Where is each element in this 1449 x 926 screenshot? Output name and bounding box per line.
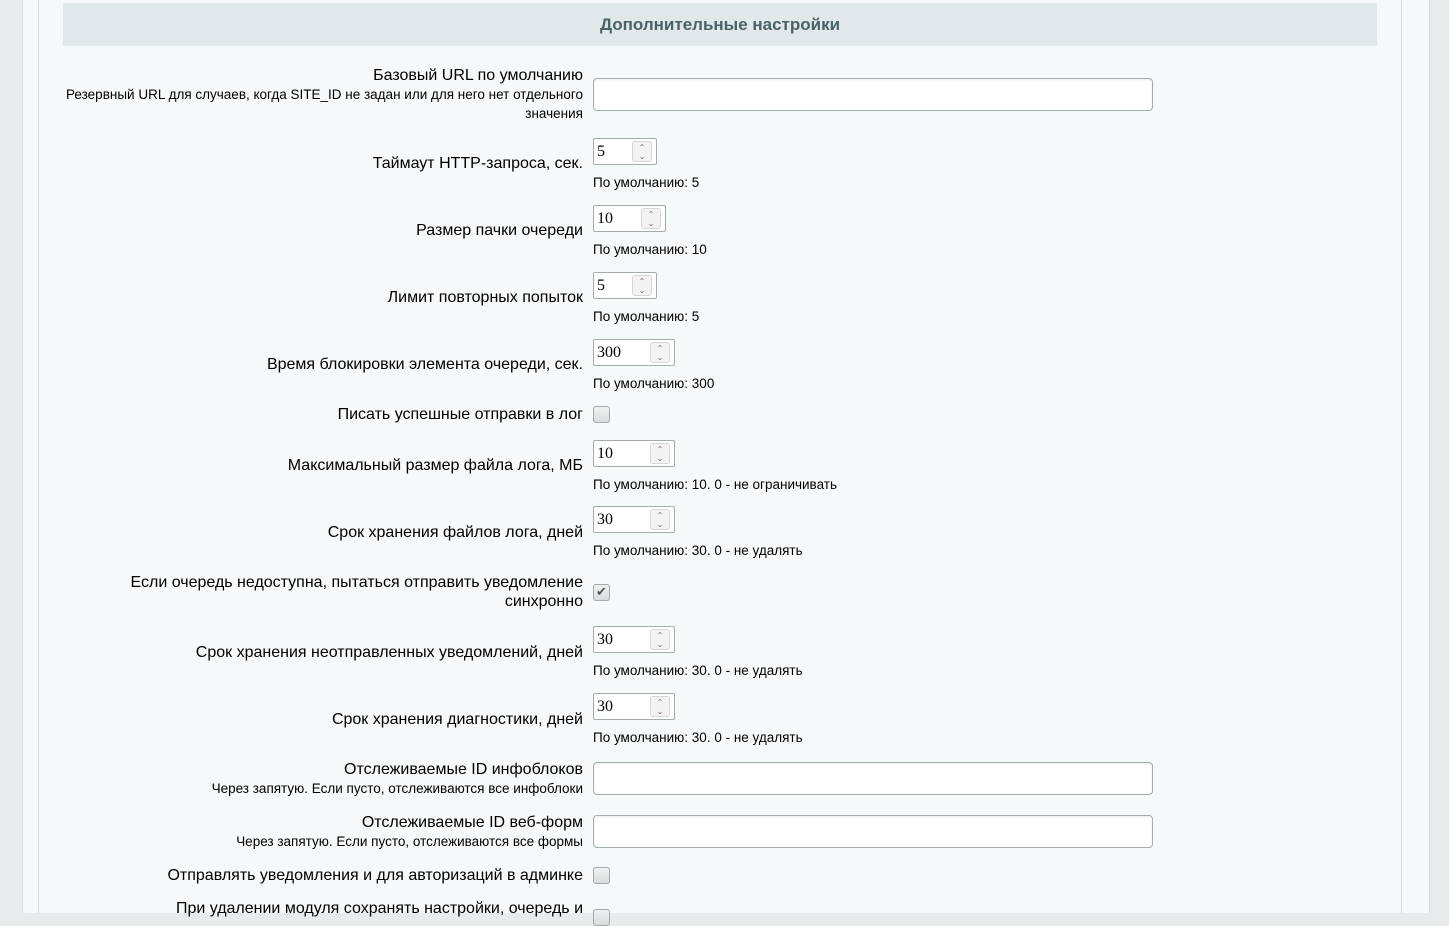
http-timeout-input[interactable]: [593, 138, 657, 165]
chevron-up-icon[interactable]: ⌃: [647, 209, 655, 219]
lock-time-hint: По умолчанию: 300: [593, 376, 715, 391]
spinner[interactable]: [632, 275, 652, 296]
chevron-up-icon[interactable]: ⌃: [638, 142, 646, 152]
log-max-size-input[interactable]: [593, 440, 675, 467]
chevron-up-icon[interactable]: ⌃: [656, 444, 664, 454]
queue-batch-label: Размер пачки очереди: [416, 222, 583, 239]
spinner[interactable]: [650, 696, 670, 717]
chevron-down-icon[interactable]: ⌄: [656, 706, 664, 716]
spinner[interactable]: [641, 208, 661, 229]
log-max-size-value: 10: [597, 444, 613, 462]
admin-auth-checkbox[interactable]: [593, 867, 610, 884]
queue-batch-input[interactable]: [593, 205, 666, 232]
iblock-ids-input[interactable]: [593, 762, 1153, 795]
unsent-retention-hint: По умолчанию: 30. 0 - не удалять: [593, 663, 803, 678]
chevron-up-icon[interactable]: ⌃: [656, 510, 664, 520]
section-heading: [63, 3, 1377, 46]
lock-time-value: 300: [597, 343, 621, 361]
unsent-retention-value: 30: [597, 630, 613, 648]
chevron-up-icon[interactable]: ⌃: [656, 630, 664, 640]
sync-fallback-checkbox[interactable]: [593, 584, 610, 601]
lock-time-input[interactable]: [593, 339, 675, 366]
unsent-retention-label: Срок хранения неотправленных уведомлений, дней: [195, 644, 583, 661]
diag-retention-label: Срок хранения диагностики, дней: [331, 711, 583, 728]
webform-ids-sublabel: Через запятую. Если пусто, отслеживаются все формы: [236, 834, 583, 849]
diag-retention-input[interactable]: [593, 693, 675, 720]
retry-limit-value: 5: [597, 276, 605, 294]
label-group: [53, 66, 583, 123]
retry-limit-hint: По умолчанию: 5: [593, 309, 700, 324]
log-success-label: Писать успешные отправки в лог: [337, 406, 583, 423]
lock-time-label: Время блокировки элемента очереди, сек.: [266, 356, 583, 373]
chevron-down-icon[interactable]: ⌄: [638, 285, 646, 295]
log-max-size-hint: По умолчанию: 10. 0 - не ограничивать: [593, 477, 838, 492]
http-timeout-label: Таймаут HTTP-запроса, сек.: [372, 155, 583, 172]
section-title: Дополнительные настройки: [599, 14, 841, 34]
http-timeout-value: 5: [597, 142, 605, 160]
queue-batch-hint: По умолчанию: 10: [593, 242, 707, 257]
admin-auth-label: Отправлять уведомления и для авторизаций в админке: [167, 867, 583, 884]
chevron-down-icon[interactable]: ⌄: [656, 453, 664, 463]
retry-limit-label: Лимит повторных попыток: [387, 289, 583, 306]
keep-on-uninstall-checkbox[interactable]: [593, 909, 610, 926]
chevron-up-icon[interactable]: ⌃: [656, 697, 664, 707]
http-timeout-hint: По умолчанию: 5: [593, 175, 700, 190]
log-retention-value: 30: [597, 510, 613, 528]
chevron-down-icon[interactable]: ⌄: [656, 639, 664, 649]
queue-batch-value: 10: [597, 209, 613, 227]
chevron-down-icon[interactable]: ⌄: [656, 519, 664, 529]
base-url-sublabel: Резервный URL для случаев, когда SITE_ID не задан или для него нет отдельного значения: [66, 87, 583, 121]
log-retention-hint: По умолчанию: 30. 0 - не удалять: [593, 543, 803, 558]
spinner[interactable]: [650, 342, 670, 363]
check-icon: ✔: [596, 585, 607, 600]
chevron-up-icon[interactable]: ⌃: [638, 276, 646, 286]
chevron-down-icon[interactable]: ⌄: [647, 218, 655, 228]
spinner[interactable]: [632, 141, 652, 162]
keep-on-uninstall-label: При удалении модуля сохранять настройки, очередь и: [175, 900, 583, 917]
log-success-checkbox[interactable]: [593, 406, 610, 423]
chevron-down-icon[interactable]: ⌄: [656, 352, 664, 362]
log-max-size-label: Максимальный размер файла лога, МБ: [287, 457, 583, 474]
log-retention-input[interactable]: [593, 506, 675, 533]
chevron-down-icon[interactable]: ⌄: [638, 151, 646, 161]
base-url-label: Базовый URL по умолчанию: [373, 67, 583, 84]
spinner[interactable]: [650, 509, 670, 530]
unsent-retention-input[interactable]: [593, 626, 675, 653]
diag-retention-value: 30: [597, 697, 613, 715]
base-url-input[interactable]: [593, 78, 1153, 111]
retry-limit-input[interactable]: [593, 272, 657, 299]
sync-fallback-label: Если очередь недоступна, пытаться отправить уведомление синхронно: [130, 574, 583, 610]
chevron-up-icon[interactable]: ⌃: [656, 343, 664, 353]
diag-retention-hint: По умолчанию: 30. 0 - не удалять: [593, 730, 803, 745]
webform-ids-label: Отслеживаемые ID веб-форм: [361, 814, 583, 831]
spinner[interactable]: [650, 629, 670, 650]
iblock-ids-sublabel: Через запятую. Если пусто, отслеживаются все инфоблоки: [211, 781, 583, 796]
log-retention-label: Срок хранения файлов лога, дней: [327, 524, 583, 541]
spinner[interactable]: [650, 443, 670, 464]
iblock-ids-label: Отслеживаемые ID инфоблоков: [344, 761, 583, 778]
webform-ids-input[interactable]: [593, 815, 1153, 848]
